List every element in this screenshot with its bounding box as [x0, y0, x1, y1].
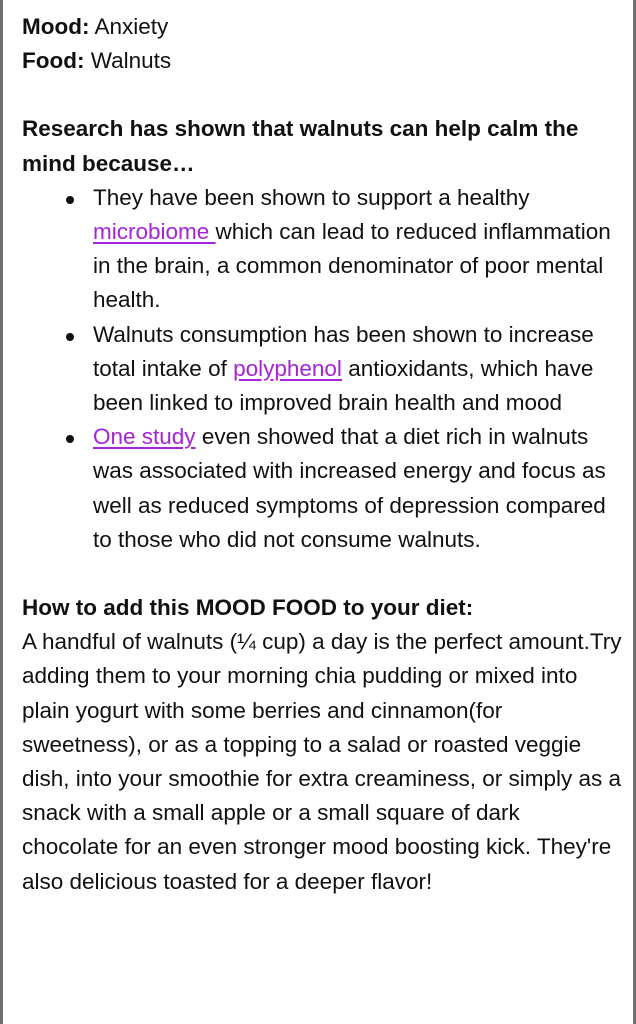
food-value: Walnuts: [90, 48, 172, 74]
one-study-link[interactable]: One study: [93, 424, 196, 450]
item-text-before: Walnuts consumption has been shown to increase total intake of: [93, 321, 594, 381]
microbiome-link[interactable]: microbiome: [93, 219, 216, 245]
spacer: [22, 78, 622, 112]
item-text-after: which can lead to reduced inflammation in the brain, a common denominator of poor mental health.: [93, 219, 611, 313]
bullet-icon: [66, 435, 74, 443]
list-item: [22, 420, 622, 557]
list-item: [22, 181, 622, 318]
tips-body: A handful of walnuts (¼ cup) a day is the perfect amount.Try adding them to your morning chia pudding or mixed into plain yogurt with some berries and cinnamon(for sweetness), or as a topping to a salad or roasted veggie dish, into your smoothie for extra creaminess, or simply as a snack with a small apple or a small square of dark chocolate for an even stronger mood boosting kick. They're also delicious toasted for a deeper flavor!: [22, 629, 622, 894]
polyphenol-link[interactable]: polyphenol: [233, 355, 342, 381]
research-list: [22, 181, 622, 557]
spacer: [22, 557, 622, 591]
article-content: [22, 10, 622, 899]
item-text-before: They have been shown to support a healthy: [93, 184, 530, 210]
item-text-after: antioxidants, which have been linked to improved brain health and mood: [93, 355, 594, 416]
food-line: [22, 44, 622, 78]
research-heading: Research has shown that walnuts can help calm the mind because…: [22, 116, 579, 176]
mood-label: Mood:: [22, 14, 90, 39]
item-text-after: even showed that a diet rich in walnuts was associated with increased energy and focus as well as reduced symptoms of depression compared to those who did not consume walnuts.: [93, 424, 606, 552]
mood-line: [22, 10, 622, 44]
food-label: Food:: [22, 48, 85, 74]
list-item: [22, 318, 622, 421]
bullet-icon: [66, 196, 74, 204]
bullet-icon: [66, 333, 74, 341]
mood-value: Anxiety: [94, 14, 169, 39]
tips-heading: How to add this MOOD FOOD to your diet:: [22, 595, 474, 621]
